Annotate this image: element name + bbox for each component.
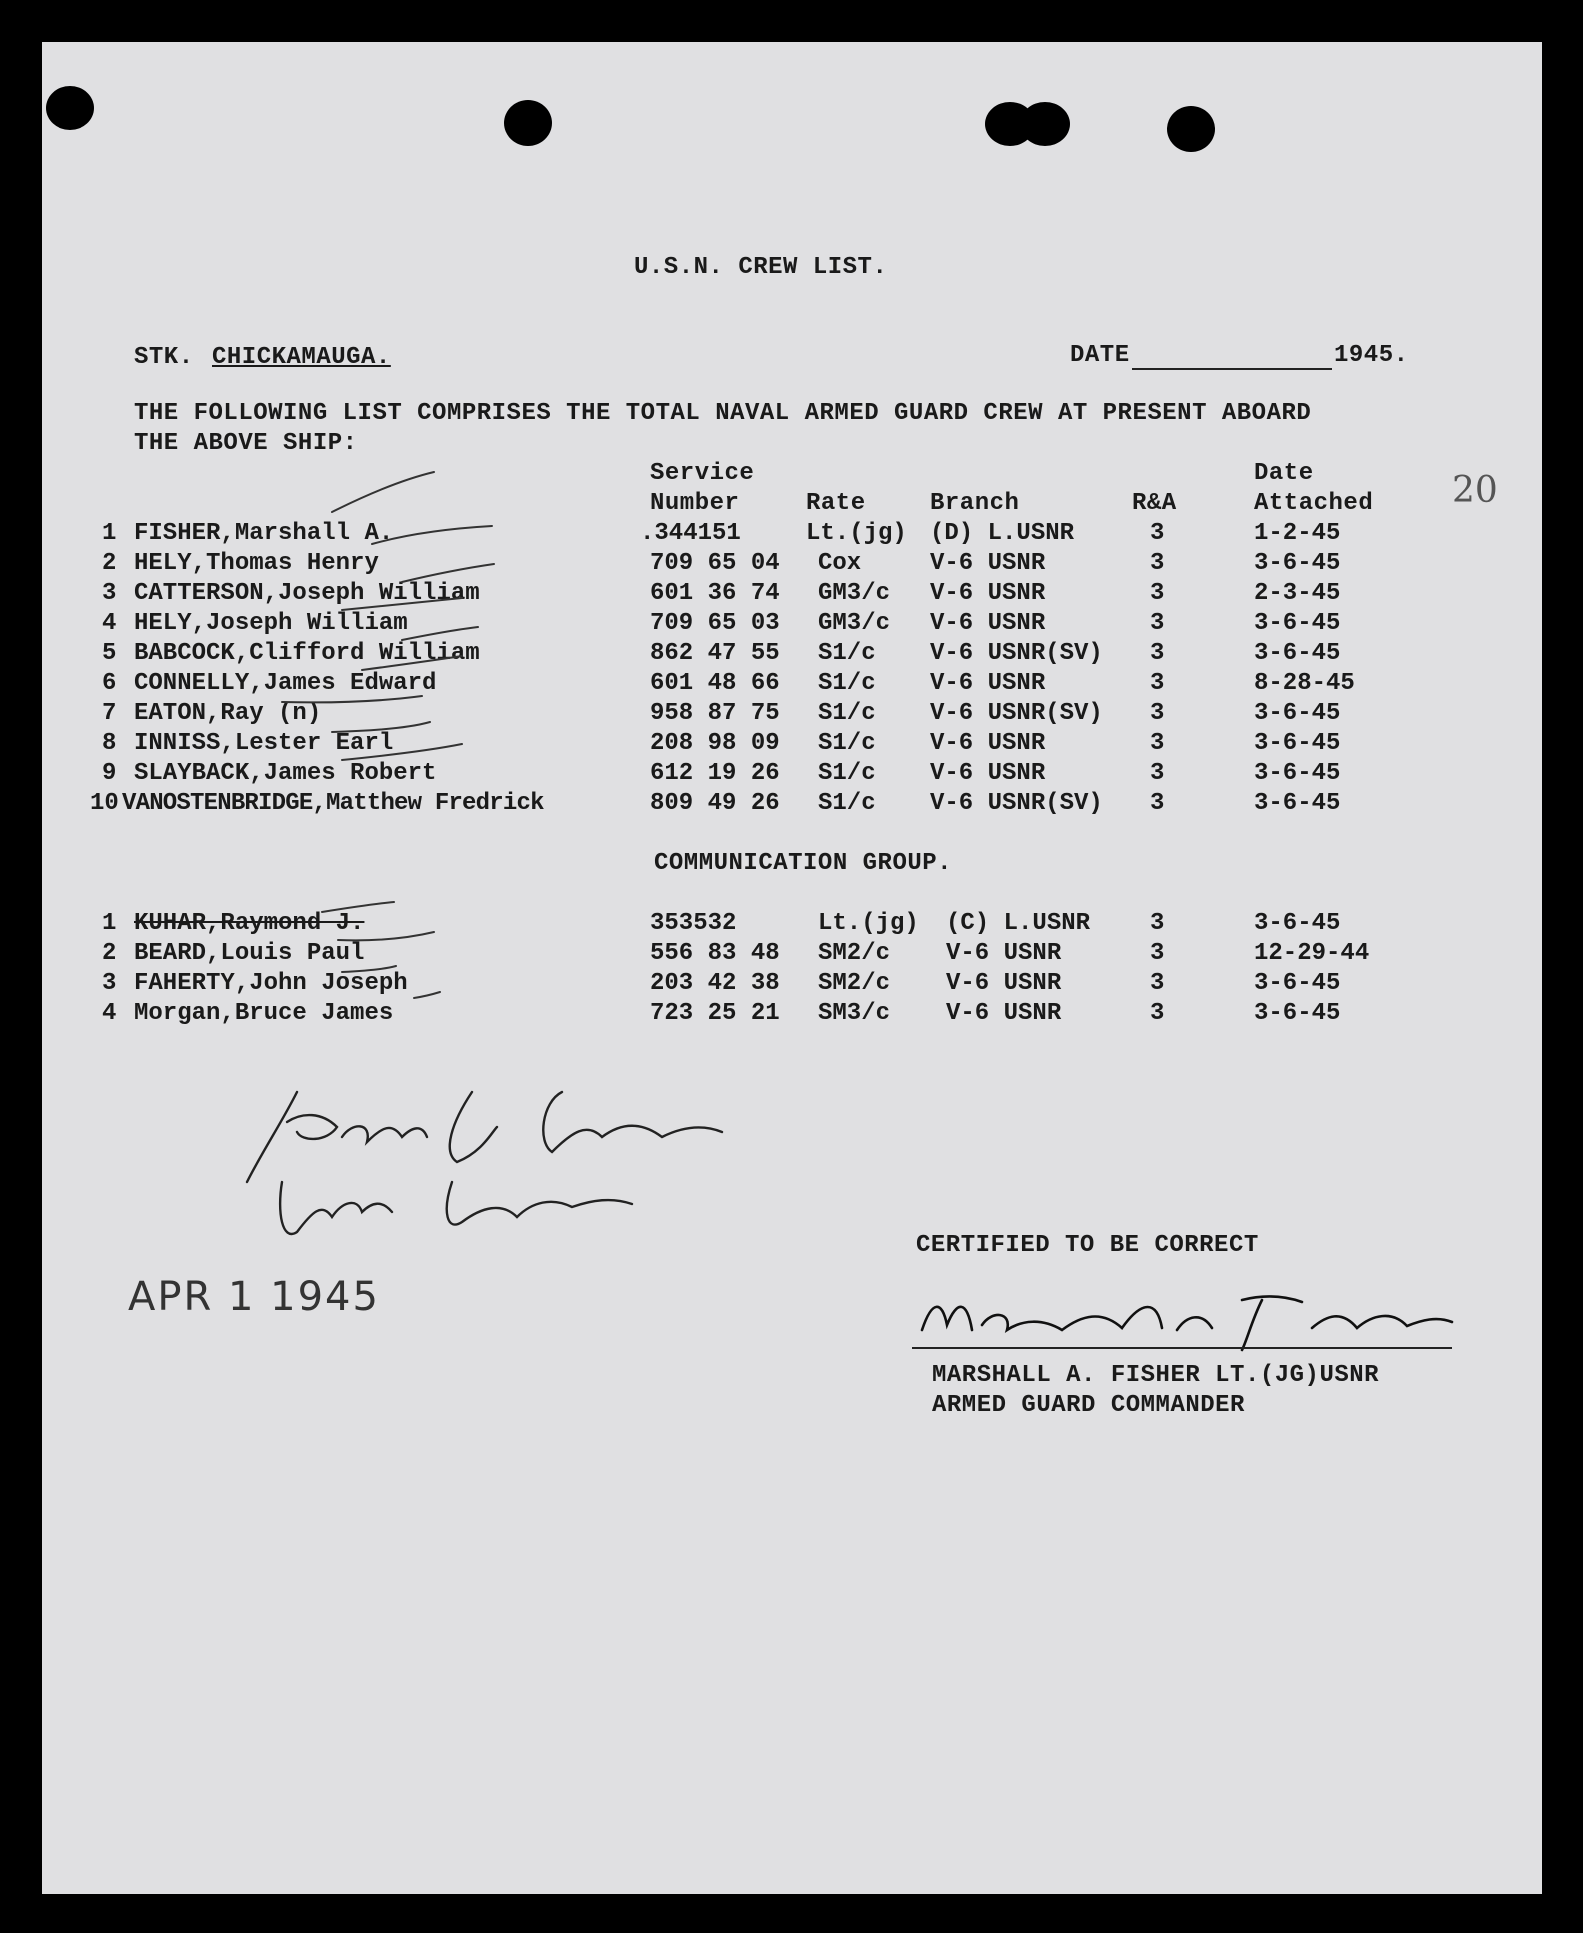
- ra-value: 3: [1150, 730, 1165, 757]
- rate: S1/c: [818, 670, 876, 697]
- service-number: 601 48 66: [650, 670, 780, 697]
- inspector-signature-text: [242, 1082, 260, 1083]
- rate: GM3/c: [818, 610, 891, 637]
- ra-value: 3: [1150, 760, 1165, 787]
- date-attached: 3-6-45: [1254, 730, 1341, 757]
- branch: V-6 USNR: [930, 580, 1046, 607]
- date-attached: 8-28-45: [1254, 670, 1355, 697]
- crew-name: Morgan,Bruce James: [134, 1000, 394, 1027]
- crew-name: INNISS,Lester Earl: [134, 730, 394, 757]
- branch: V-6 USNR: [946, 940, 1062, 967]
- row-number: 4: [102, 1000, 117, 1027]
- date-attached: 3-6-45: [1254, 1000, 1341, 1027]
- ra-value: 3: [1150, 670, 1165, 697]
- date-attached: 3-6-45: [1254, 790, 1341, 817]
- inspector-signature: [242, 1082, 762, 1262]
- row-number: 2: [102, 550, 117, 577]
- ra-value: 3: [1150, 1000, 1165, 1027]
- rate: S1/c: [818, 790, 876, 817]
- received-date-stamp: APR 1 1945: [128, 1274, 380, 1320]
- row-number: 2: [102, 940, 117, 967]
- crew-name: KUHAR,Raymond J.: [134, 910, 365, 937]
- branch: V-6 USNR: [930, 610, 1046, 637]
- commander-signature: [902, 1290, 1462, 1360]
- row-number: 4: [102, 610, 117, 637]
- commander-signature-text: [902, 1290, 912, 1291]
- date-attached: 3-6-45: [1254, 760, 1341, 787]
- service-number: 709 65 04: [650, 550, 780, 577]
- date-attached: 3-6-45: [1254, 700, 1341, 727]
- branch: V-6 USNR: [946, 970, 1062, 997]
- document-page: [42, 42, 1542, 1894]
- branch: (D) L.USNR: [930, 520, 1075, 547]
- header-ra: R&A: [1132, 490, 1177, 517]
- intro-line-2: THE ABOVE SHIP:: [134, 430, 358, 457]
- crew-name: BABCOCK,Clifford William: [134, 640, 480, 667]
- branch: V-6 USNR: [946, 1000, 1062, 1027]
- date-attached: 12-29-44: [1254, 940, 1370, 967]
- row-number: 1: [102, 520, 117, 547]
- row-number: 3: [102, 970, 117, 997]
- date-label: DATE: [1070, 342, 1130, 369]
- branch: V-6 USNR(SV): [930, 640, 1103, 667]
- rate: Lt.(jg): [806, 520, 907, 547]
- branch: V-6 USNR: [930, 670, 1046, 697]
- date-attached: 3-6-45: [1254, 910, 1341, 937]
- rate: S1/c: [818, 700, 876, 727]
- service-number: 612 19 26: [650, 760, 780, 787]
- service-number: 709 65 03: [650, 610, 780, 637]
- branch: V-6 USNR(SV): [930, 790, 1103, 817]
- rate: SM2/c: [818, 970, 891, 997]
- branch: (C) L.USNR: [946, 910, 1091, 937]
- header-branch: Branch: [930, 490, 1020, 517]
- crew-name: CATTERSON,Joseph William: [134, 580, 480, 607]
- rate: Cox: [818, 550, 862, 577]
- row-number: 5: [102, 640, 117, 667]
- crew-name: CONNELLY,James Edward: [134, 670, 437, 697]
- ra-value: 3: [1150, 700, 1165, 727]
- row-number: 8: [102, 730, 117, 757]
- service-number: 958 87 75: [650, 700, 780, 727]
- branch: V-6 USNR(SV): [930, 700, 1103, 727]
- ra-value: 3: [1150, 520, 1165, 547]
- rate: SM2/c: [818, 940, 891, 967]
- service-number: 601 36 74: [650, 580, 780, 607]
- branch: V-6 USNR: [930, 730, 1046, 757]
- commander-title: ARMED GUARD COMMANDER: [932, 1392, 1245, 1419]
- row-number: 9: [102, 760, 117, 787]
- ra-value: 3: [1150, 640, 1165, 667]
- ra-value: 3: [1150, 970, 1165, 997]
- rate: S1/c: [818, 760, 876, 787]
- crew-name: FAHERTY,John Joseph: [134, 970, 408, 997]
- ship-name: CHICKAMAUGA.: [212, 344, 391, 371]
- date-attached: 3-6-45: [1254, 640, 1341, 667]
- rate: S1/c: [818, 730, 876, 757]
- date-year: 1945.: [1334, 342, 1409, 369]
- intro-line-1: THE FOLLOWING LIST COMPRISES THE TOTAL NAVAL ARMED GUARD CREW AT PRESENT ABOARD: [134, 400, 1312, 427]
- service-number: 203 42 38: [650, 970, 780, 997]
- header-rate: Rate: [806, 490, 866, 517]
- branch: V-6 USNR: [930, 760, 1046, 787]
- commander-name: MARSHALL A. FISHER LT.(JG)USNR: [932, 1362, 1380, 1389]
- row-number: 10: [90, 790, 119, 817]
- ra-value: 3: [1150, 610, 1165, 637]
- row-number: 1: [102, 910, 117, 937]
- ra-value: 3: [1150, 910, 1165, 937]
- page-number: 20: [1452, 470, 1498, 511]
- service-number: .344151: [640, 520, 741, 547]
- row-number: 7: [102, 700, 117, 727]
- date-attached: 3-6-45: [1254, 970, 1341, 997]
- service-number: 862 47 55: [650, 640, 780, 667]
- crew-name: EATON,Ray (n): [134, 700, 322, 727]
- header-number: Number: [650, 490, 740, 517]
- tally-marks: [42, 42, 1542, 1042]
- ship-label: STK.: [134, 344, 194, 371]
- crew-name: FISHER,Marshall A.: [134, 520, 394, 547]
- service-number: 208 98 09: [650, 730, 780, 757]
- header-date: Date: [1254, 460, 1314, 487]
- rate: S1/c: [818, 640, 876, 667]
- date-attached: 3-6-45: [1254, 610, 1341, 637]
- service-number: 556 83 48: [650, 940, 780, 967]
- ra-value: 3: [1150, 580, 1165, 607]
- date-attached: 2-3-45: [1254, 580, 1341, 607]
- header-attached: Attached: [1254, 490, 1374, 517]
- rate: GM3/c: [818, 580, 891, 607]
- rate: SM3/c: [818, 1000, 891, 1027]
- crew-name: SLAYBACK,James Robert: [134, 760, 437, 787]
- ra-value: 3: [1150, 550, 1165, 577]
- date-attached: 3-6-45: [1254, 550, 1341, 577]
- crew-name: HELY,Thomas Henry: [134, 550, 379, 577]
- service-number: 723 25 21: [650, 1000, 780, 1027]
- document-title: U.S.N. CREW LIST.: [634, 254, 888, 281]
- ra-value: 3: [1150, 790, 1165, 817]
- crew-name: VANOSTENBRIDGE,Matthew Fredrick: [122, 790, 544, 817]
- service-number: 353532: [650, 910, 737, 937]
- crew-name: BEARD,Louis Paul: [134, 940, 365, 967]
- row-number: 3: [102, 580, 117, 607]
- row-number: 6: [102, 670, 117, 697]
- certified-label: CERTIFIED TO BE CORRECT: [916, 1232, 1259, 1259]
- rate: Lt.(jg): [818, 910, 919, 937]
- ra-value: 3: [1150, 940, 1165, 967]
- service-number: 809 49 26: [650, 790, 780, 817]
- crew-name: HELY,Joseph William: [134, 610, 408, 637]
- branch: V-6 USNR: [930, 550, 1046, 577]
- header-service: Service: [650, 460, 755, 487]
- communication-group-heading: COMMUNICATION GROUP.: [654, 850, 953, 877]
- date-attached: 1-2-45: [1254, 520, 1341, 547]
